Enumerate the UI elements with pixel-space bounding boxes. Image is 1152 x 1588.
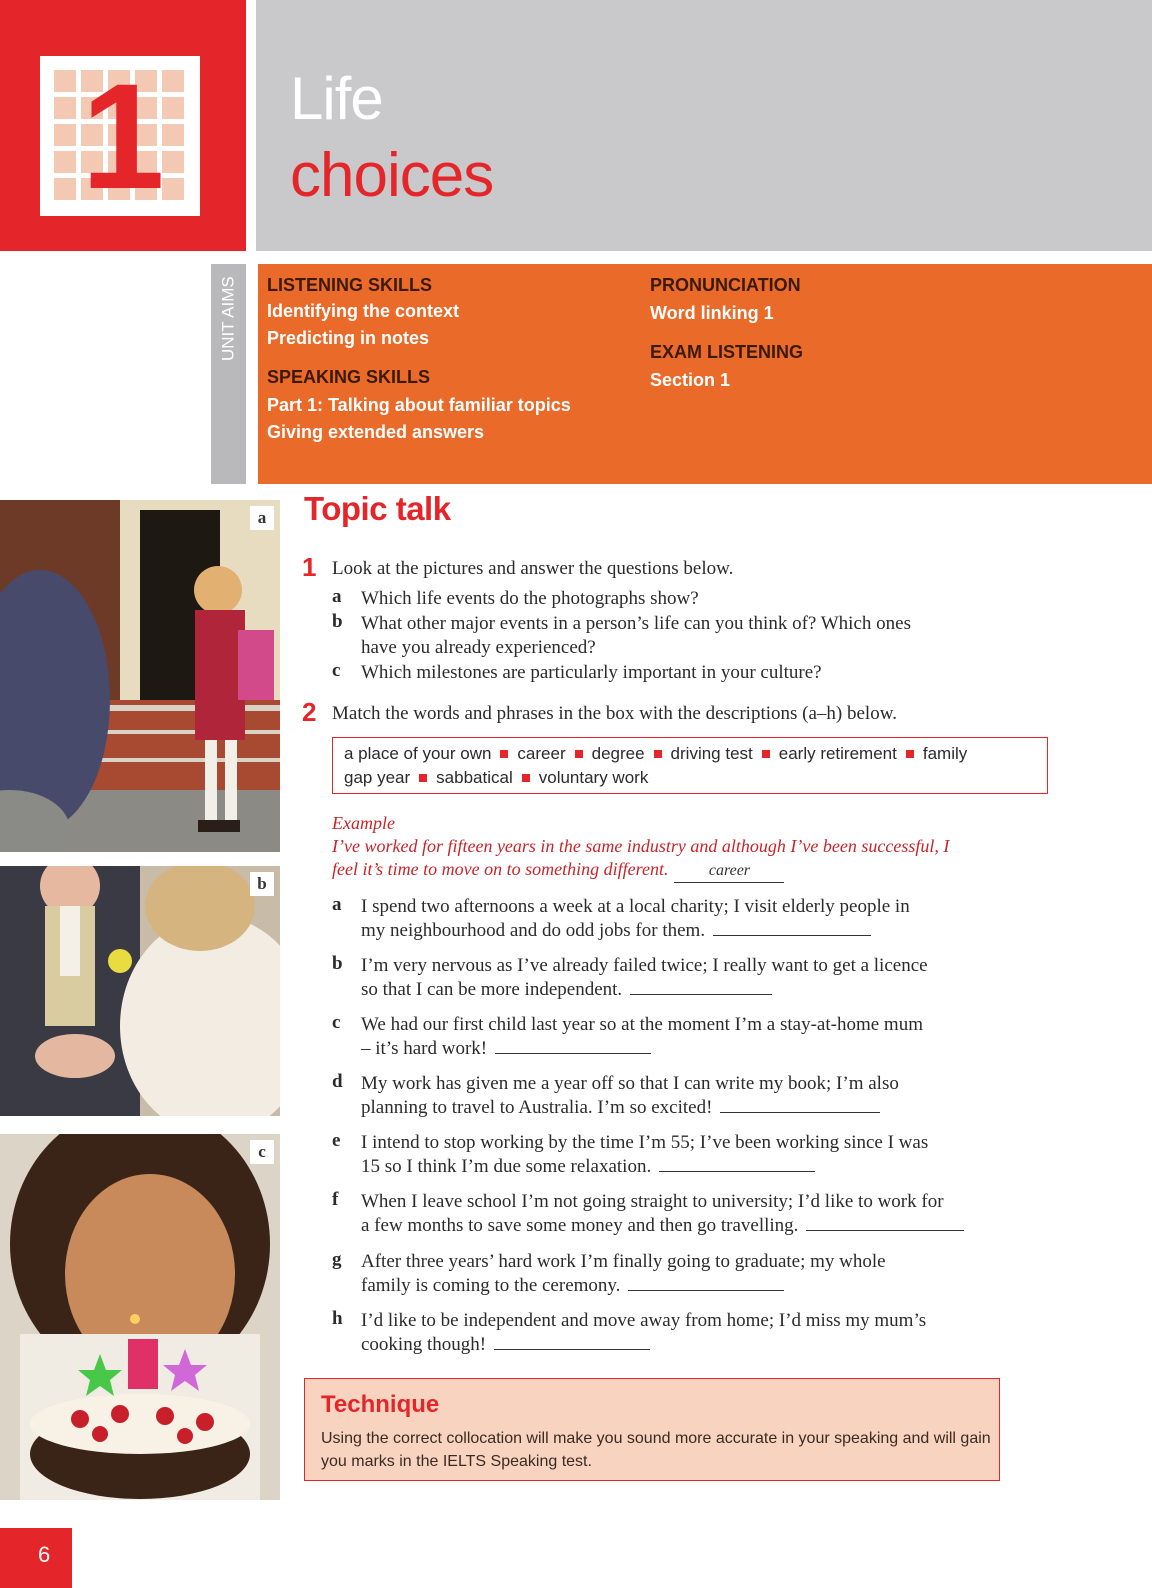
unit-title-line1: Life [290, 65, 383, 132]
item-text-line [361, 1130, 928, 1155]
item-text-line [361, 1012, 923, 1037]
item-text: I’m very nervous as I’ve already failed twice; I really want to get a licence [361, 955, 928, 976]
example-text-line2 [332, 858, 1062, 883]
speaking-skills-heading: SPEAKING SKILLS [267, 367, 431, 387]
bullet-square-icon [654, 750, 662, 758]
word-option: career [517, 744, 566, 763]
answer-blank[interactable] [659, 1157, 815, 1172]
exam-listening-heading: EXAM LISTENING [650, 342, 804, 362]
exercise-number: 1 [302, 552, 317, 582]
photo-c [0, 1134, 280, 1500]
word-option: early retirement [778, 744, 897, 763]
item-text: After three years’ hard work I’m finally going to graduate; my whole [361, 1251, 886, 1272]
answer-blank[interactable] [494, 1335, 650, 1350]
item-text-line [361, 894, 910, 919]
bullet-square-icon [762, 750, 770, 758]
word-option: voluntary work [538, 768, 649, 787]
unit-aims-label: UNIT AIMS [218, 276, 238, 362]
question-text: What other major events in a person’s life can you think of? Which ones [361, 613, 911, 634]
item-text-line [361, 918, 871, 943]
item-text-line [361, 953, 928, 978]
aim-item: Giving extended answers [267, 422, 485, 442]
word-box-line1 [344, 742, 967, 766]
wedding-ring-photo [0, 866, 280, 1116]
unit-aims-box [258, 264, 1152, 484]
question-letter: a [332, 586, 342, 607]
item-text: My work has given me a year off so that I can write my book; I’m also [361, 1073, 899, 1094]
unit-number: 1 [81, 52, 159, 220]
aims-left-column [267, 274, 637, 446]
item-text-line [361, 1095, 880, 1120]
title-banner [256, 0, 1152, 251]
aims-right-column [650, 274, 950, 394]
question-letter: b [332, 611, 343, 632]
word-option: a place of your own [344, 744, 492, 763]
question-letter: c [332, 660, 341, 681]
question-text: Which life events do the photographs show? [361, 588, 699, 609]
pronunciation-heading: PRONUNCIATION [650, 275, 801, 295]
technique-box [304, 1378, 1000, 1481]
aim-item: Predicting in notes [267, 328, 430, 348]
item-text-line [361, 1273, 784, 1298]
item-text-line [361, 1249, 886, 1274]
item-letter: h [332, 1308, 343, 1329]
word-option: driving test [670, 744, 753, 763]
example-block [332, 812, 1062, 883]
unit-aims-side-tab [211, 264, 246, 484]
item-text: a few months to save some money and then go travelling. [361, 1215, 799, 1236]
word-option: gap year [344, 768, 411, 787]
item-text-line [361, 1071, 899, 1096]
answer-blank[interactable] [713, 921, 871, 936]
exercise-number: 2 [302, 697, 317, 727]
bullet-square-icon [906, 750, 914, 758]
item-text-line [361, 1036, 651, 1061]
exercise-instruction: Match the words and phrases in the box with the descriptions (a–h) below. [332, 703, 897, 724]
child-starting-school-photo [0, 500, 280, 852]
answer-blank[interactable] [628, 1276, 784, 1291]
page-number-box [0, 1528, 72, 1588]
word-option: degree [591, 744, 645, 763]
item-letter: a [332, 894, 342, 915]
word-option: family [922, 744, 968, 763]
item-letter: g [332, 1249, 342, 1270]
item-text: planning to travel to Australia. I’m so excited! [361, 1097, 713, 1118]
example-label: Example [332, 813, 395, 833]
bullet-square-icon [575, 750, 583, 758]
answer-blank[interactable] [495, 1039, 651, 1054]
example-text: feel it’s time to move on to something different. [332, 859, 669, 879]
item-text: I’d like to be independent and move away from home; I’d miss my mum’s [361, 1310, 927, 1331]
example-text: I’ve worked for fifteen years in the same industry and although I’ve been successful, I [332, 836, 950, 856]
technique-text: Using the correct collocation will make you sound more accurate in your speaking and will gain you marks in the IELTS Speaking test. [321, 1430, 991, 1470]
item-text: When I leave school I’m not going straight to university; I’d like to work for [361, 1191, 944, 1212]
exercise-instruction: Look at the pictures and answer the questions below. [332, 558, 734, 579]
item-text-line [361, 1154, 815, 1179]
item-text: – it’s hard work! [361, 1038, 488, 1059]
example-answer: career [674, 859, 784, 883]
item-letter: b [332, 953, 343, 974]
answer-blank[interactable] [630, 980, 772, 995]
item-letter: c [332, 1012, 341, 1033]
question-text: have you already experienced? [361, 637, 596, 658]
answer-blank[interactable] [806, 1216, 964, 1231]
aim-item: Word linking 1 [650, 303, 774, 323]
technique-title: Technique [321, 1391, 440, 1418]
aim-item: Section 1 [650, 370, 731, 390]
item-text-line [361, 1332, 650, 1357]
item-letter: d [332, 1071, 343, 1092]
item-text-line [361, 1308, 926, 1333]
question-text: Which milestones are particularly important in your culture? [361, 662, 822, 683]
item-text-line [361, 1189, 944, 1214]
item-text: I spend two afternoons a week at a local charity; I visit elderly people in [361, 896, 910, 917]
item-letter: f [332, 1189, 339, 1210]
photo-a [0, 500, 280, 852]
photo-letter: b [250, 872, 274, 896]
item-text-line [361, 1213, 964, 1238]
answer-blank[interactable] [720, 1098, 880, 1113]
unit-title-line2: choices [290, 141, 494, 210]
bullet-square-icon [419, 774, 427, 782]
item-text: my neighbourhood and do odd jobs for them. [361, 920, 706, 941]
aim-item: Identifying the context [267, 301, 460, 321]
item-text: 15 so I think I’m due some relaxation. [361, 1156, 652, 1177]
bullet-square-icon [522, 774, 530, 782]
photo-b [0, 866, 280, 1116]
listening-skills-heading: LISTENING SKILLS [267, 275, 433, 295]
item-text: family is coming to the ceremony. [361, 1275, 621, 1296]
aim-item: Part 1: Talking about familiar topics [267, 395, 571, 415]
item-text: I intend to stop working by the time I’m 55; I’ve been working since I was [361, 1132, 929, 1153]
bullet-square-icon [500, 750, 508, 758]
item-text: so that I can be more independent. [361, 979, 623, 1000]
birthday-cake-photo [0, 1134, 280, 1500]
unit-number-block [0, 0, 246, 251]
topic-talk-heading: Topic talk [304, 490, 451, 527]
item-letter: e [332, 1130, 341, 1151]
photo-letter: c [250, 1140, 274, 1164]
item-text-line [361, 977, 772, 1002]
page-number: 6 [38, 1542, 51, 1567]
word-option: sabbatical [436, 768, 513, 787]
photo-letter: a [250, 506, 274, 530]
unit-grid-tile [40, 52, 200, 220]
word-box-line2 [344, 766, 648, 790]
item-text: We had our first child last year so at the moment I’m a stay-at-home mum [361, 1014, 923, 1035]
item-text: cooking though! [361, 1334, 487, 1355]
word-box [332, 737, 1048, 794]
